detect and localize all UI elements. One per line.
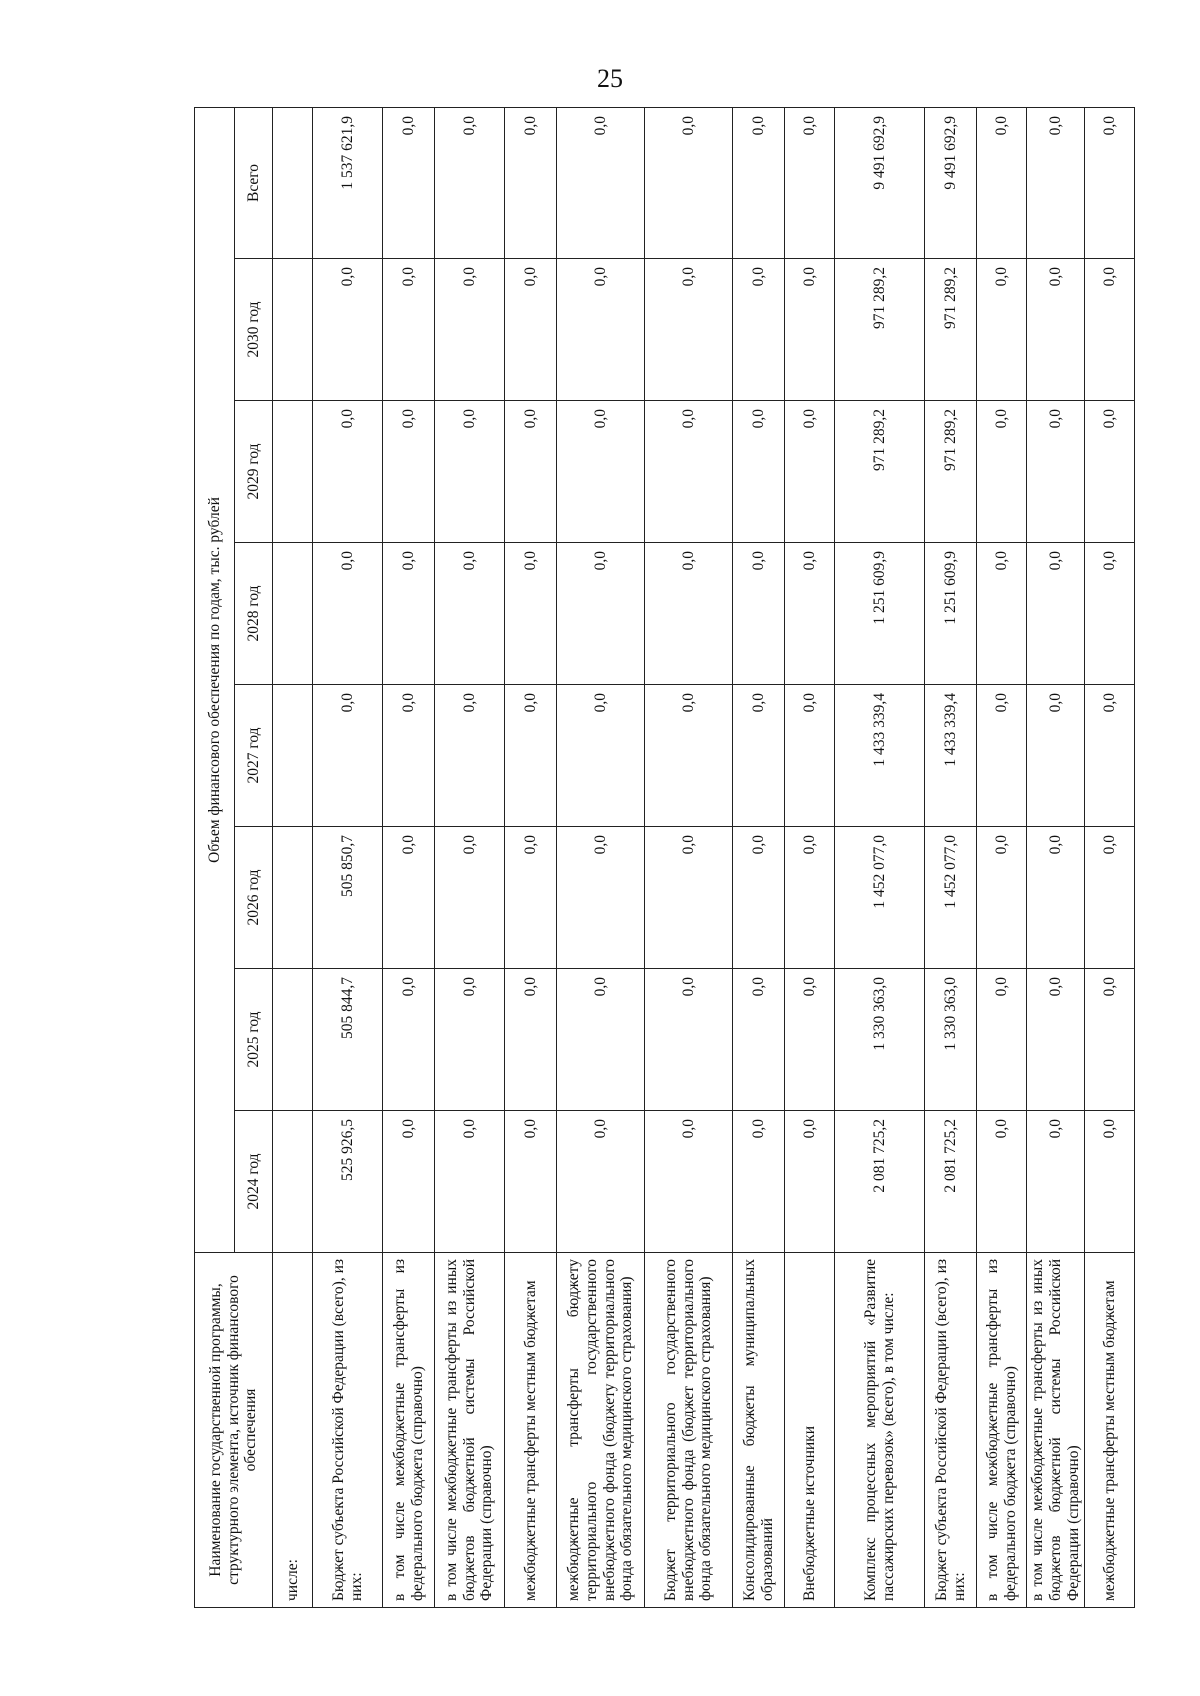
row-value: 0,0 <box>1027 827 1085 969</box>
row-value: 0,0 <box>435 259 505 401</box>
row-value: 0,0 <box>645 1111 733 1253</box>
page-number: 25 <box>597 64 623 93</box>
row-value: 0,0 <box>383 401 435 543</box>
row-value: 0,0 <box>733 685 785 827</box>
row-value: 1 433 339,4 <box>835 685 925 827</box>
row-value: 971 289,2 <box>925 401 977 543</box>
header-year: 2024 год <box>235 1111 273 1253</box>
row-value: 0,0 <box>645 259 733 401</box>
row-value: 971 289,2 <box>835 259 925 401</box>
row-value: 971 289,2 <box>835 401 925 543</box>
row-value: 0,0 <box>977 685 1027 827</box>
row-value: 0,0 <box>785 685 835 827</box>
row-value: 0,0 <box>313 543 383 685</box>
row-value: 0,0 <box>435 543 505 685</box>
table-row <box>835 108 925 1608</box>
row-value: 0,0 <box>557 543 645 685</box>
row-total: 0,0 <box>505 108 557 259</box>
row-label: в том числе межбюджетные трансферты из федерального бюджета (справочно) <box>383 1253 435 1608</box>
row-value: 0,0 <box>313 259 383 401</box>
row-label: межбюджетные трансферты бюджету территориального государственного внебюджетного фонда (бюджету территориального фонда обязательного медицинского страхования) <box>557 1253 645 1608</box>
row-value: 0,0 <box>505 543 557 685</box>
row-value: 525 926,5 <box>313 1111 383 1253</box>
row-value: 0,0 <box>1085 543 1135 685</box>
row-value: 0,0 <box>1085 969 1135 1111</box>
row-value: 0,0 <box>785 259 835 401</box>
row-value: 0,0 <box>785 1111 835 1253</box>
table-row <box>645 108 733 1608</box>
header-year: 2030 год <box>235 259 273 401</box>
row-label: Бюджет субъекта Российской Федерации (всего), из них: <box>313 1253 383 1608</box>
row-label: Бюджет субъекта Российской Федерации (всего), из них: <box>925 1253 977 1608</box>
row-value: 2 081 725,2 <box>925 1111 977 1253</box>
table-row <box>557 108 645 1608</box>
row-value: 0,0 <box>1027 969 1085 1111</box>
row-value: 0,0 <box>435 401 505 543</box>
row-value: 0,0 <box>505 827 557 969</box>
row-total: 0,0 <box>435 108 505 259</box>
rotated-table-container <box>194 108 1119 1608</box>
row-value: 0,0 <box>785 543 835 685</box>
row-value: 1 433 339,4 <box>925 685 977 827</box>
row-total: 9 491 692,9 <box>835 108 925 259</box>
row-value: 1 251 609,9 <box>925 543 977 685</box>
row-value: 1 452 077,0 <box>835 827 925 969</box>
row-value: 0,0 <box>557 827 645 969</box>
row-value: 0,0 <box>505 685 557 827</box>
row-value: 0,0 <box>733 401 785 543</box>
row-value: 0,0 <box>557 401 645 543</box>
table-row <box>785 108 835 1608</box>
financing-table <box>194 107 1135 1608</box>
row-value: 0,0 <box>977 1111 1027 1253</box>
row-value: 0,0 <box>977 969 1027 1111</box>
row-value: 0,0 <box>645 401 733 543</box>
row-label: в том числе межбюджетные трансферты из федерального бюджета (справочно) <box>977 1253 1027 1608</box>
header-year: 2029 год <box>235 401 273 543</box>
header-total: Всего <box>235 108 273 259</box>
row-value: 0,0 <box>383 259 435 401</box>
row-value: 0,0 <box>383 827 435 969</box>
table-row <box>977 108 1027 1608</box>
row-value: 0,0 <box>645 543 733 685</box>
row-value: 0,0 <box>733 1111 785 1253</box>
row-label: межбюджетные трансферты местным бюджетам <box>1085 1253 1135 1608</box>
row-value: 0,0 <box>557 685 645 827</box>
row-value: 0,0 <box>1027 1111 1085 1253</box>
row-value: 0,0 <box>733 259 785 401</box>
header-volume-column: Объем финансового обеспечения по годам, тыс. рублей <box>195 108 235 1253</box>
row-value: 0,0 <box>645 969 733 1111</box>
row-value: 0,0 <box>785 827 835 969</box>
header-year: 2027 год <box>235 685 273 827</box>
row-value: 0,0 <box>1085 259 1135 401</box>
header-row-1 <box>195 108 235 1608</box>
row-value: 0,0 <box>505 1111 557 1253</box>
row-value: 1 330 363,0 <box>835 969 925 1111</box>
row-value: 0,0 <box>1085 685 1135 827</box>
table-row <box>435 108 505 1608</box>
row-value: 0,0 <box>1027 259 1085 401</box>
row-total: 0,0 <box>645 108 733 259</box>
row-value: 1 452 077,0 <box>925 827 977 969</box>
row-value: 1 251 609,9 <box>835 543 925 685</box>
row-label: Консолидированные бюджеты муниципальных образований <box>733 1253 785 1608</box>
row-total: 0,0 <box>785 108 835 259</box>
header-year: 2025 год <box>235 969 273 1111</box>
row-value: 0,0 <box>435 969 505 1111</box>
row-value: 0,0 <box>1027 401 1085 543</box>
row-value: 0,0 <box>1085 827 1135 969</box>
continuation-row <box>273 108 313 1608</box>
row-value: 0,0 <box>733 543 785 685</box>
row-total: 0,0 <box>383 108 435 259</box>
row-value: 2 081 725,2 <box>835 1111 925 1253</box>
row-value: 0,0 <box>785 401 835 543</box>
row-value: 0,0 <box>977 543 1027 685</box>
row-value: 0,0 <box>1027 543 1085 685</box>
table-row <box>383 108 435 1608</box>
row-total: 0,0 <box>977 108 1027 259</box>
continuation-label: числе: <box>273 1253 313 1608</box>
row-value: 0,0 <box>313 685 383 827</box>
row-value: 505 844,7 <box>313 969 383 1111</box>
row-value: 0,0 <box>557 259 645 401</box>
row-value: 0,0 <box>383 1111 435 1253</box>
row-value: 0,0 <box>505 969 557 1111</box>
table-row <box>925 108 977 1608</box>
row-label: Внебюджетные источники <box>785 1253 835 1608</box>
row-value: 0,0 <box>313 401 383 543</box>
row-value: 0,0 <box>1085 1111 1135 1253</box>
row-total: 1 537 621,9 <box>313 108 383 259</box>
row-value: 0,0 <box>645 685 733 827</box>
row-value: 0,0 <box>383 543 435 685</box>
header-year: 2028 год <box>235 543 273 685</box>
row-total: 0,0 <box>1085 108 1135 259</box>
row-label: в том числе межбюджетные трансферты из иных бюджетов бюджетной системы Российской Федерации (справочно) <box>1027 1253 1085 1608</box>
row-value: 0,0 <box>977 259 1027 401</box>
table-row <box>733 108 785 1608</box>
row-label: Комплекс процессных мероприятий «Развитие пассажирских перевозок» (всего), в том числе: <box>835 1253 925 1608</box>
row-value: 0,0 <box>435 1111 505 1253</box>
table-row <box>313 108 383 1608</box>
row-label: межбюджетные трансферты местным бюджетам <box>505 1253 557 1608</box>
row-value: 0,0 <box>977 401 1027 543</box>
row-value: 0,0 <box>383 685 435 827</box>
row-value: 0,0 <box>1027 685 1085 827</box>
row-value: 0,0 <box>733 827 785 969</box>
header-year: 2026 год <box>235 827 273 969</box>
row-value: 0,0 <box>435 685 505 827</box>
table-row <box>1027 108 1085 1608</box>
header-name-column: Наименование государственной программы, структурного элемента, источник финансового обеспечения <box>195 1253 273 1608</box>
row-value: 0,0 <box>785 969 835 1111</box>
row-total: 9 491 692,9 <box>925 108 977 259</box>
row-value: 0,0 <box>977 827 1027 969</box>
row-total: 0,0 <box>733 108 785 259</box>
row-value: 0,0 <box>383 969 435 1111</box>
row-value: 0,0 <box>1085 401 1135 543</box>
row-value: 0,0 <box>557 969 645 1111</box>
row-value: 971 289,2 <box>925 259 977 401</box>
table-row <box>505 108 557 1608</box>
row-total: 0,0 <box>1027 108 1085 259</box>
row-value: 505 850,7 <box>313 827 383 969</box>
row-value: 0,0 <box>505 259 557 401</box>
row-value: 0,0 <box>645 827 733 969</box>
row-value: 1 330 363,0 <box>925 969 977 1111</box>
row-value: 0,0 <box>435 827 505 969</box>
row-label: Бюджет территориального государственного внебюджетного фонда (бюджет территориального фонда обязательного медицинского страхования) <box>645 1253 733 1608</box>
row-value: 0,0 <box>733 969 785 1111</box>
row-label: в том числе межбюджетные трансферты из иных бюджетов бюджетной системы Российской Федерации (справочно) <box>435 1253 505 1608</box>
row-value: 0,0 <box>557 1111 645 1253</box>
row-value: 0,0 <box>505 401 557 543</box>
table-row <box>1085 108 1135 1608</box>
row-total: 0,0 <box>557 108 645 259</box>
